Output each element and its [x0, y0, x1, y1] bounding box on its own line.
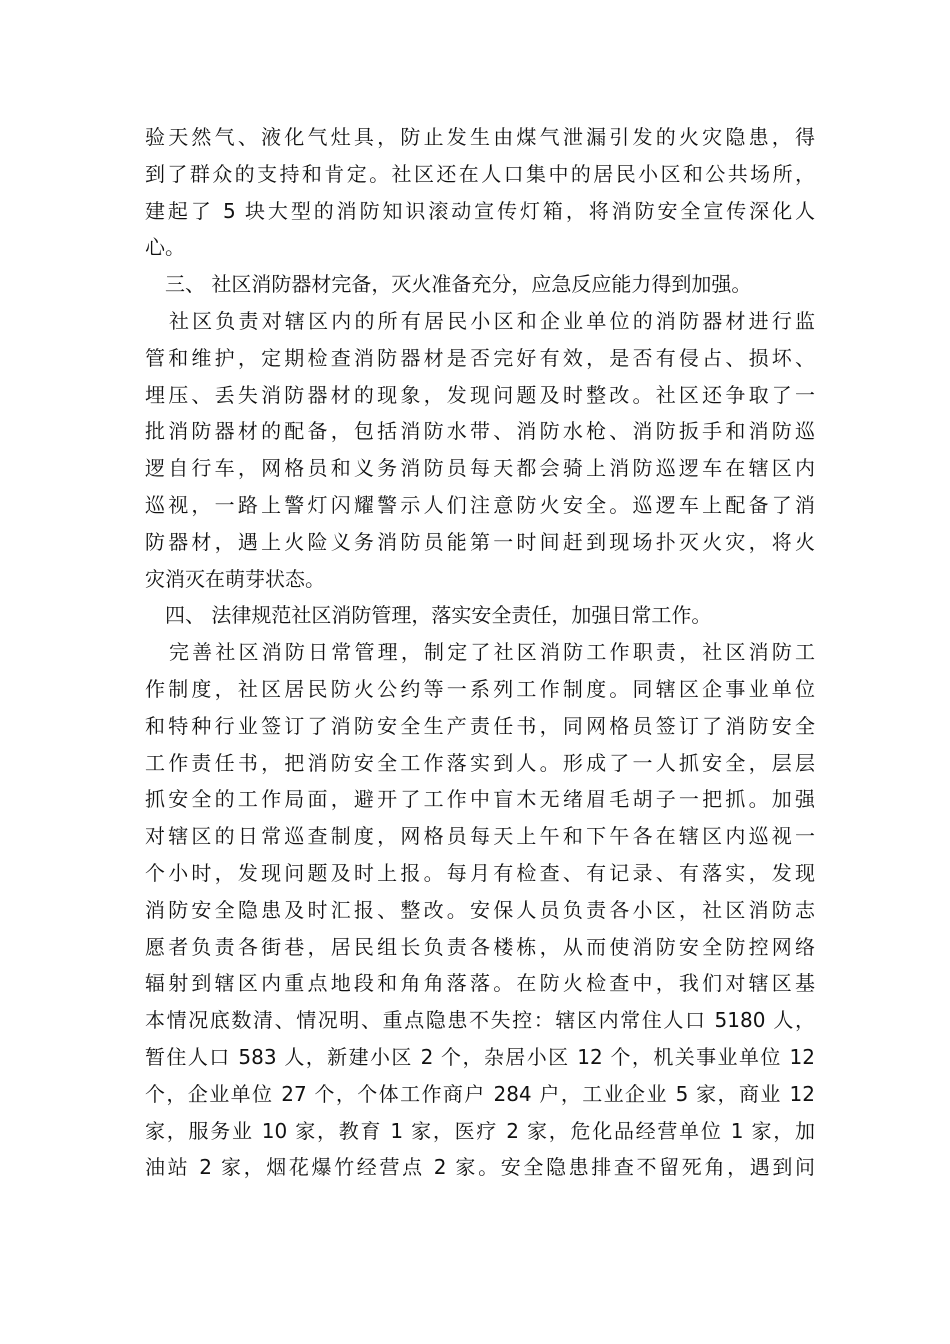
text-line: 巡视，一路上警灯闪耀警示人们注意防火安全。巡逻车上配备了消 [145, 492, 815, 517]
text-line: 油站 2 家，烟花爆竹经营点 2 家。安全隐患排查不留死角，遇到问 [145, 1155, 815, 1180]
text-line: 防器材，遇上火险义务消防员能第一时间赶到现场扑灭火灾，将火 [145, 529, 815, 554]
text-line: 灾消灭在萌芽状态。 [145, 566, 325, 591]
text-line: 和特种行业签订了消防安全生产责任书，同网格员签订了消防安全 [145, 713, 815, 738]
text-line: 暂住人口 583 人，新建小区 2 个，杂居小区 12 个，机关事业单位 12 [145, 1044, 815, 1069]
text-line: 埋压、丢失消防器材的现象，发现问题及时整改。社区还争取了一 [145, 382, 815, 407]
text-line: 愿者负责各街巷，居民组长负责各楼栋，从而使消防安全防控网络 [145, 934, 815, 959]
text-line: 消防安全隐患及时汇报、整改。安保人员负责各小区，社区消防志 [145, 897, 815, 922]
text-line: 心。 [145, 235, 185, 260]
text-line: 个小时，发现问题及时上报。每月有检查、有记录、有落实，发现 [145, 860, 815, 885]
text-line: 作制度，社区居民防火公约等一系列工作制度。同辖区企事业单位 [145, 676, 815, 701]
text-line: 辐射到辖区内重点地段和角角落落。在防火检查中，我们对辖区基 [145, 971, 815, 996]
text-line: 抓安全的工作局面，避开了工作中盲木无绪眉毛胡子一把抓。加强 [145, 787, 815, 812]
text-line: 完善社区消防日常管理，制定了社区消防工作职责，社区消防工 [169, 640, 815, 665]
text-line: 管和维护，定期检查消防器材是否完好有效，是否有侵占、损坏、 [145, 345, 815, 370]
text-line: 工作责任书，把消防安全工作落实到人。形成了一人抓安全，层层 [145, 750, 815, 775]
body-text [145, 119, 815, 1186]
text-line: 验天然气、液化气灶具，防止发生由煤气泄漏引发的火灾隐患，得 [145, 125, 815, 149]
section-heading-3: 三、 社区消防器材完备，灭火准备充分，应急反应能力得到加强。 [165, 272, 752, 297]
text-line: 批消防器材的配备，包括消防水带、消防水枪、消防扳手和消防巡 [145, 419, 815, 444]
section-heading-4: 四、 法律规范社区消防管理，落实安全责任，加强日常工作。 [165, 603, 712, 628]
text-line: 逻自行车，网格员和义务消防员每天都会骑上消防巡逻车在辖区内 [145, 456, 815, 481]
text-line: 家，服务业 10 家，教育 1 家，医疗 2 家，危化品经营单位 1 家，加 [145, 1118, 815, 1143]
text-line: 本情况底数清、情况明、重点隐患不失控：辖区内常住人口 5180 人， [145, 1008, 815, 1033]
text-line: 社区负责对辖区内的所有居民小区和企业单位的消防器材进行监 [169, 308, 815, 333]
text-line: 个，企业单位 27 个，个体工作商户 284 户，工业企业 5 家，商业 12 [145, 1081, 815, 1106]
text-line: 对辖区的日常巡查制度，网格员每天上午和下午各在辖区内巡视一 [145, 824, 815, 849]
text-line: 建起了 5 块大型的消防知识滚动宣传灯箱，将消防安全宣传深化人 [145, 198, 815, 223]
text-line: 到了群众的支持和肯定。社区还在人口集中的居民小区和公共场所， [145, 161, 815, 186]
